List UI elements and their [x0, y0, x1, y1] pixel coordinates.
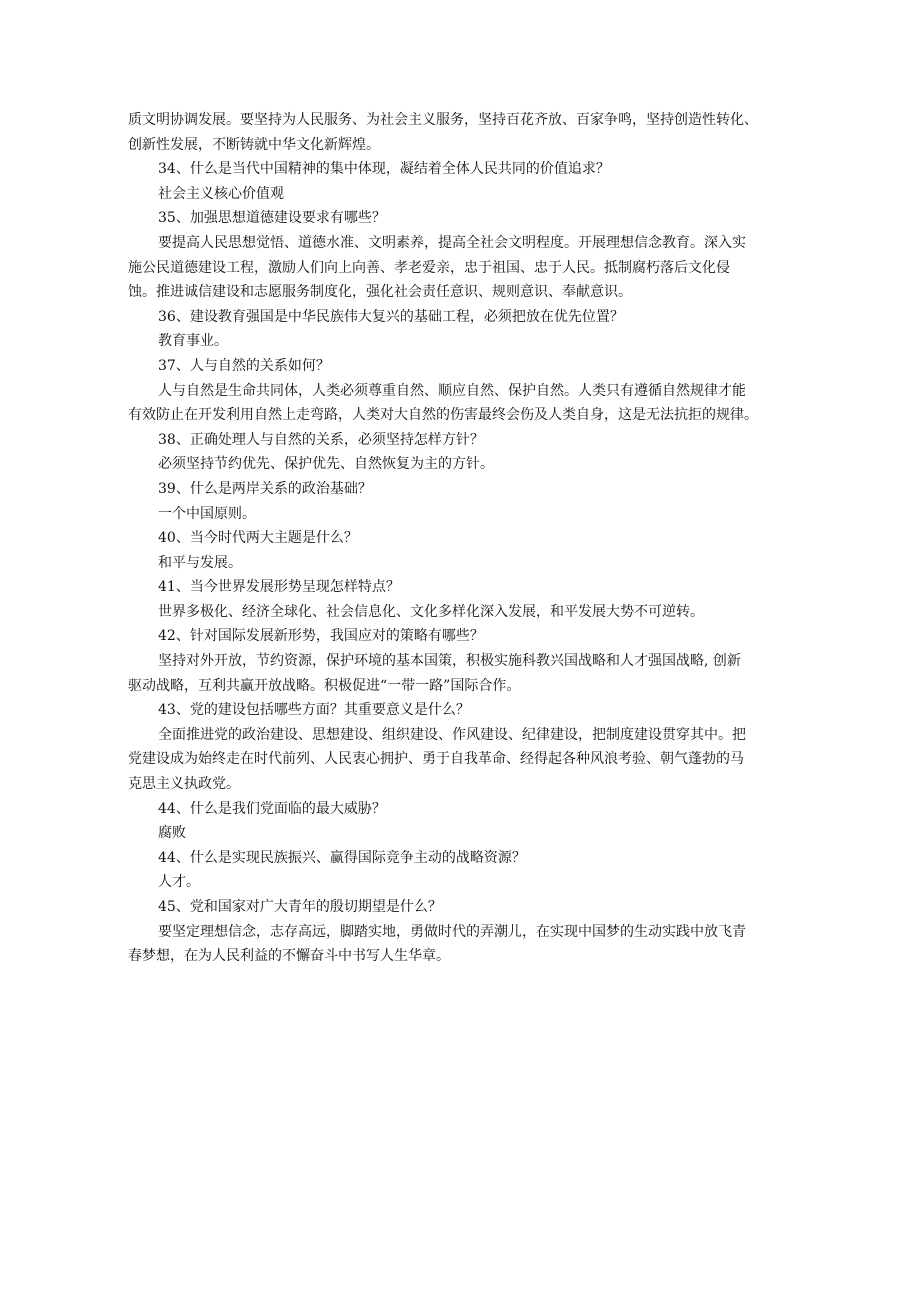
- question-35: 35、加强思想道德建设要求有哪些？: [158, 210, 386, 227]
- answer-41: 世界多极化、经济全球化、社会信息化、文化多样化深入发展，和平发展大势不可逆转。: [158, 603, 704, 620]
- question-39: 39、什么是两岸关系的政治基础？: [158, 480, 372, 497]
- answer-44b: 人才。: [158, 874, 200, 891]
- question-38: 38、正确处理人与自然的关系，必须坚持怎样方针？: [158, 431, 484, 448]
- answer-35: 要提高人民思想觉悟、道德水准、文明素养，提高全社会文明程度。开展理想信念教育。深入实: [158, 234, 746, 251]
- question-44b: 44、什么是实现民族振兴、赢得国际竞争主动的战略资源？: [158, 849, 526, 866]
- answer-35-cont: 蚀。推进诚信建设和志愿服务制度化，强化社会责任意识、规则意识、奉献意识。: [128, 284, 632, 301]
- answer-42-cont: 驱动战略，互利共赢开放战略。积极促进“一带一路”国际合作。: [128, 677, 521, 694]
- answer-37: 人与自然是生命共同体，人类必须尊重自然、顺应自然、保护自然。人类只有遵循自然规律才能: [158, 382, 746, 399]
- answer-43: 全面推进党的政治建设、思想建设、组织建设、作风建设、纪律建设，把制度建设贯穿其中。把: [158, 726, 746, 743]
- answer-39: 一个中国原则。: [158, 505, 256, 522]
- answer-45-cont: 春梦想，在为人民利益的不懈奋斗中书写人生华章。: [128, 948, 450, 965]
- answer-44a: 腐败: [158, 825, 186, 842]
- question-42: 42、针对国际发展新形势，我国应对的策略有哪些？: [158, 628, 484, 645]
- question-34: 34、什么是当代中国精神的集中体现，凝结着全体人民共同的价值追求？: [158, 161, 610, 178]
- question-36: 36、建设教育强国是中华民族伟大复兴的基础工程，必须把放在优先位置？: [158, 308, 624, 325]
- answer-40: 和平与发展。: [158, 554, 242, 571]
- document-page: [128, 108, 828, 969]
- answer-43-cont: 党建设成为始终走在时代前列、人民衷心拥护、勇于自我革命、经得起各种风浪考验、朝气蓬勃的马: [128, 751, 744, 768]
- text-line: 质文明协调发展。要坚持为人民服务、为社会主义服务，坚持百花齐放、百家争鸣，坚持创造性转化、: [128, 112, 758, 128]
- question-40: 40、当今时代两大主题是什么？: [158, 530, 358, 547]
- question-43: 43、党的建设包括哪些方面？其重要意义是什么？: [158, 702, 470, 719]
- answer-45: 要坚定理想信念，志存高远，脚踏实地，勇做时代的弄潮儿，在实现中国梦的生动实践中放飞青: [158, 923, 746, 940]
- answer-34: 社会主义核心价值观: [158, 185, 284, 202]
- answer-38: 必须坚持节约优先、保护优先、自然恢复为主的方针。: [158, 456, 494, 473]
- answer-42: 坚持对外开放，节约资源，保护环境的基本国策，积极实施科教兴国战略和人才强国战略, 创新: [158, 653, 741, 670]
- question-41: 41、当今世界发展形势呈现怎样特点？: [158, 579, 400, 596]
- answer-36: 教育事业。: [158, 333, 228, 350]
- question-45: 45、党和国家对广大青年的殷切期望是什么？: [158, 899, 442, 915]
- answer-43-cont: 克思主义执政党。: [128, 776, 240, 793]
- answer-35-cont: 施公民道德建设工程，激励人们向上向善、孝老爱亲，忠于祖国、忠于人民。抵制腐朽落后文化侵: [128, 259, 730, 276]
- question-37: 37、人与自然的关系如何？: [158, 357, 330, 374]
- answer-37-cont: 有效防止在开发利用自然上走弯路，人类对大自然的伤害最终会伤及人类自身，这是无法抗拒的规律。: [128, 407, 758, 424]
- text-line: 创新性发展，不断铸就中华文化新辉煌。: [128, 136, 380, 153]
- question-44a: 44、什么是我们党面临的最大威胁？: [158, 800, 386, 817]
